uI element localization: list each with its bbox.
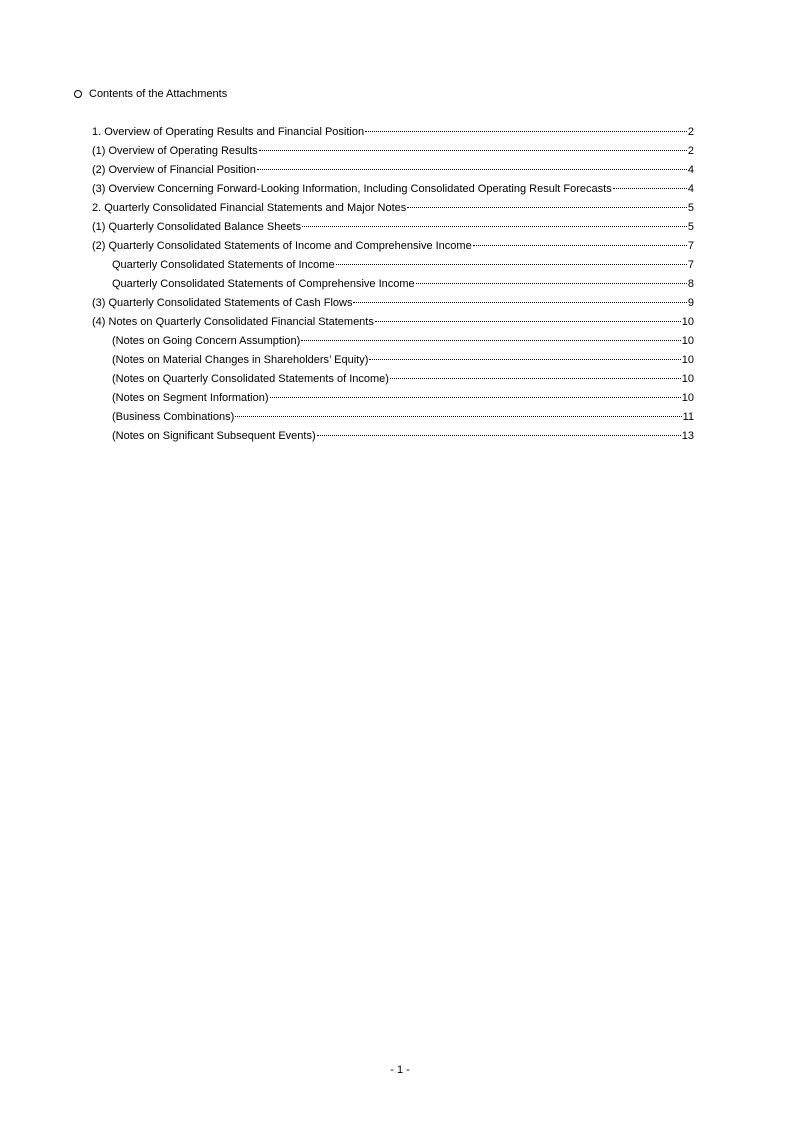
toc-entry-label: Quarterly Consolidated Statements of Income: [112, 259, 335, 271]
toc-subentry[interactable]: [92, 258, 694, 277]
toc-entry-page: 10: [681, 354, 694, 366]
toc-entry[interactable]: [92, 144, 694, 163]
toc-subentry[interactable]: [92, 391, 694, 410]
toc-entry-label: (Notes on Segment Information): [112, 392, 269, 404]
toc-entry-page: 7: [687, 259, 694, 271]
toc-entry-page: 10: [681, 373, 694, 385]
dot-leader: [302, 226, 687, 227]
toc-entry-label: (4) Notes on Quarterly Consolidated Financial Statements: [92, 316, 374, 328]
toc-entry-page: 4: [687, 164, 694, 176]
dot-leader: [301, 340, 680, 341]
toc-entry-page: 5: [687, 221, 694, 233]
table-of-contents: [92, 125, 694, 448]
page-number: - 1 -: [390, 1064, 410, 1076]
dot-leader: [390, 378, 681, 379]
dot-leader: [259, 150, 687, 151]
toc-entry[interactable]: [92, 296, 694, 315]
toc-entry[interactable]: [92, 125, 694, 144]
toc-entry-label: (2) Overview of Financial Position: [92, 164, 256, 176]
toc-entry-label: (1) Quarterly Consolidated Balance Sheets: [92, 221, 302, 233]
dot-leader: [353, 302, 686, 303]
toc-entry-page: 10: [681, 316, 694, 328]
dot-leader: [336, 264, 687, 265]
toc-entry-page: 4: [687, 183, 694, 195]
toc-subentry[interactable]: [92, 429, 694, 448]
toc-subentry[interactable]: [92, 372, 694, 391]
toc-entry[interactable]: [92, 163, 694, 182]
toc-entry-label: 1. Overview of Operating Results and Financial Position: [92, 126, 365, 138]
dot-leader: [407, 207, 687, 208]
toc-entry-page: 8: [687, 278, 694, 290]
toc-entry-label: (Notes on Going Concern Assumption): [112, 335, 301, 347]
toc-entry[interactable]: [92, 201, 694, 220]
dot-leader: [257, 169, 687, 170]
dot-leader: [613, 188, 687, 189]
toc-entry-label: (3) Quarterly Consolidated Statements of Cash Flows: [92, 297, 353, 309]
toc-entry-label: 2. Quarterly Consolidated Financial Statements and Major Notes: [92, 202, 407, 214]
toc-heading-text: Contents of the Attachments: [89, 88, 228, 100]
toc-heading: [74, 87, 227, 101]
dot-leader: [317, 435, 681, 436]
dot-leader: [235, 416, 681, 417]
toc-entry-label: (2) Quarterly Consolidated Statements of Income and Comprehensive Income: [92, 240, 472, 252]
toc-entry-page: 13: [681, 430, 694, 442]
dot-leader: [416, 283, 687, 284]
toc-entry[interactable]: [92, 220, 694, 239]
toc-entry-page: 10: [681, 335, 694, 347]
toc-entry[interactable]: [92, 182, 694, 201]
toc-subentry[interactable]: [92, 334, 694, 353]
toc-entry-page: 9: [687, 297, 694, 309]
toc-entry-label: (Notes on Material Changes in Shareholders’ Equity): [112, 354, 369, 366]
toc-subentry[interactable]: [92, 277, 694, 296]
dot-leader: [375, 321, 681, 322]
toc-entry-page: 2: [687, 145, 694, 157]
toc-entry-page: 7: [687, 240, 694, 252]
toc-entry-page: 10: [681, 392, 694, 404]
dot-leader: [270, 397, 681, 398]
toc-entry[interactable]: [92, 315, 694, 334]
toc-subentry[interactable]: [92, 353, 694, 372]
dot-leader: [473, 245, 687, 246]
toc-entry-page: 2: [687, 126, 694, 138]
toc-entry-page: 11: [682, 411, 694, 423]
dot-leader: [365, 131, 687, 132]
toc-entry[interactable]: [92, 239, 694, 258]
toc-entry-label: (Notes on Quarterly Consolidated Statements of Income): [112, 373, 389, 385]
toc-subentry[interactable]: [92, 410, 694, 429]
toc-entry-label: (Business Combinations): [112, 411, 235, 423]
toc-entry-label: (Notes on Significant Subsequent Events): [112, 430, 316, 442]
dot-leader: [369, 359, 680, 360]
toc-entry-label: Quarterly Consolidated Statements of Comprehensive Income: [112, 278, 415, 290]
toc-entry-page: 5: [687, 202, 694, 214]
circle-bullet-icon: [74, 90, 82, 98]
toc-entry-label: (1) Overview of Operating Results: [92, 145, 258, 157]
toc-entry-label: (3) Overview Concerning Forward-Looking Information, Including Consolidated Operating Result Forecasts: [92, 183, 612, 195]
